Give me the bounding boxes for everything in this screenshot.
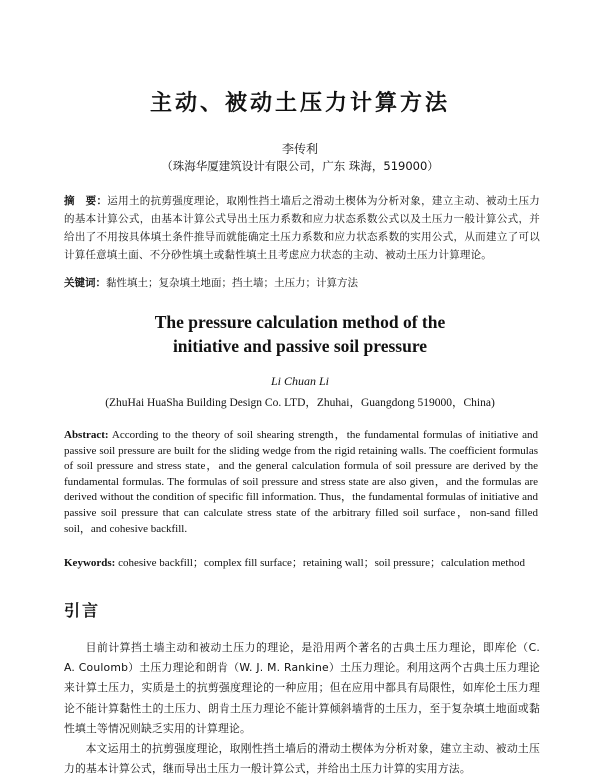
- body-paragraph-1: 目前计算挡土墙主动和被动土压力的理论，是沿用两个著名的古典土压力理论，即库伦（C. A. Coulomb）土压力理论和朗肯（W. J. M. Rankine）土压力理论。利用这两个古典土压力理论来计算土压力，实质是土的抗剪强度理论的一种应用；但在应用中都具有局限性，如库伦土压力理论不能计算黏性土的土压力、朗肯土压力理论不能计算倾斜墙背的土压力，至于复杂填土地面或黏性填土等情况则缺乏实用的计算理论。: [64, 641, 540, 735]
- english-title-line2: initiative and passive soil pressure: [172, 336, 428, 356]
- english-title: [0, 310, 600, 358]
- english-keywords: [64, 556, 538, 572]
- chinese-abstract: [64, 192, 540, 264]
- english-affiliation: (ZhuHai HuaSha Building Design Co. LTD，Zhuhai，Guangdong 519000，China): [105, 397, 495, 409]
- english-keywords-label: Keywords:: [64, 557, 116, 569]
- chinese-abstract-label: 摘 要：: [64, 195, 108, 207]
- english-abstract-text: According to the theory of soil shearing strength，the fundamental formulas of initiative and passive soil pressure are built for the sliding wedge from the rigid retaining walls. The coefficient formulas of soil pressure and stress state，and the general calculation formula of soil pressure are derived by the fundamental formulas. The formulas of soil pressure and stress state are also given，and the formulas are derived without the condition of specific fill information. Thus，the fundamental formulas of initiative and passive soil pressure that can calculate stress state of the arbitrary filled soil surface，non-sand filled soil，and cohesive backfill.: [64, 429, 538, 535]
- chinese-author: 李传利: [281, 142, 318, 156]
- chinese-affiliation: （珠海华厦建筑设计有限公司，广东 珠海，519000）: [161, 159, 439, 173]
- english-author: Li Chuan Li: [270, 374, 330, 388]
- chinese-keywords: [64, 274, 540, 292]
- body-paragraph-2: 本文运用土的抗剪强度理论，取刚性挡土墙后的滑动土楔体为分析对象，建立主动、被动土压力的基本计算公式，继而导出土压力一般计算公式，并给出土压力计算的实用方法。: [64, 742, 540, 776]
- chinese-keywords-text: 黏性填土；复杂填土地面；挡土墙；土压力；计算方法: [106, 277, 358, 289]
- body-text: [64, 638, 540, 779]
- section-heading-introduction: 引言: [64, 601, 101, 620]
- english-abstract: [64, 428, 538, 537]
- english-abstract-label: Abstract:: [64, 429, 109, 441]
- chinese-abstract-text: 运用土的抗剪强度理论，取刚性挡土墙后之滑动土楔体为分析对象，建立主动、被动土压力的基本计算公式，由基本计算公式导出土压力系数和应力状态系数公式以及土压力一般计算公式，并给出了不用按具体填土条件推导而就能确定土压力系数和应力状态系数的实用公式，从而建立了可以计算任意填土面、不分砂性填土或黏性填土且考虑应力状态的主动、被动土压力计算理论。: [64, 195, 540, 261]
- english-title-line1: The pressure calculation method of the: [154, 312, 446, 332]
- chinese-title: 主动、被动土压力计算方法: [149, 91, 450, 116]
- chinese-keywords-label: 关键词：: [64, 277, 106, 289]
- english-keywords-text: cohesive backfill；complex fill surface；retaining wall；soil pressure；calculation method: [118, 557, 525, 569]
